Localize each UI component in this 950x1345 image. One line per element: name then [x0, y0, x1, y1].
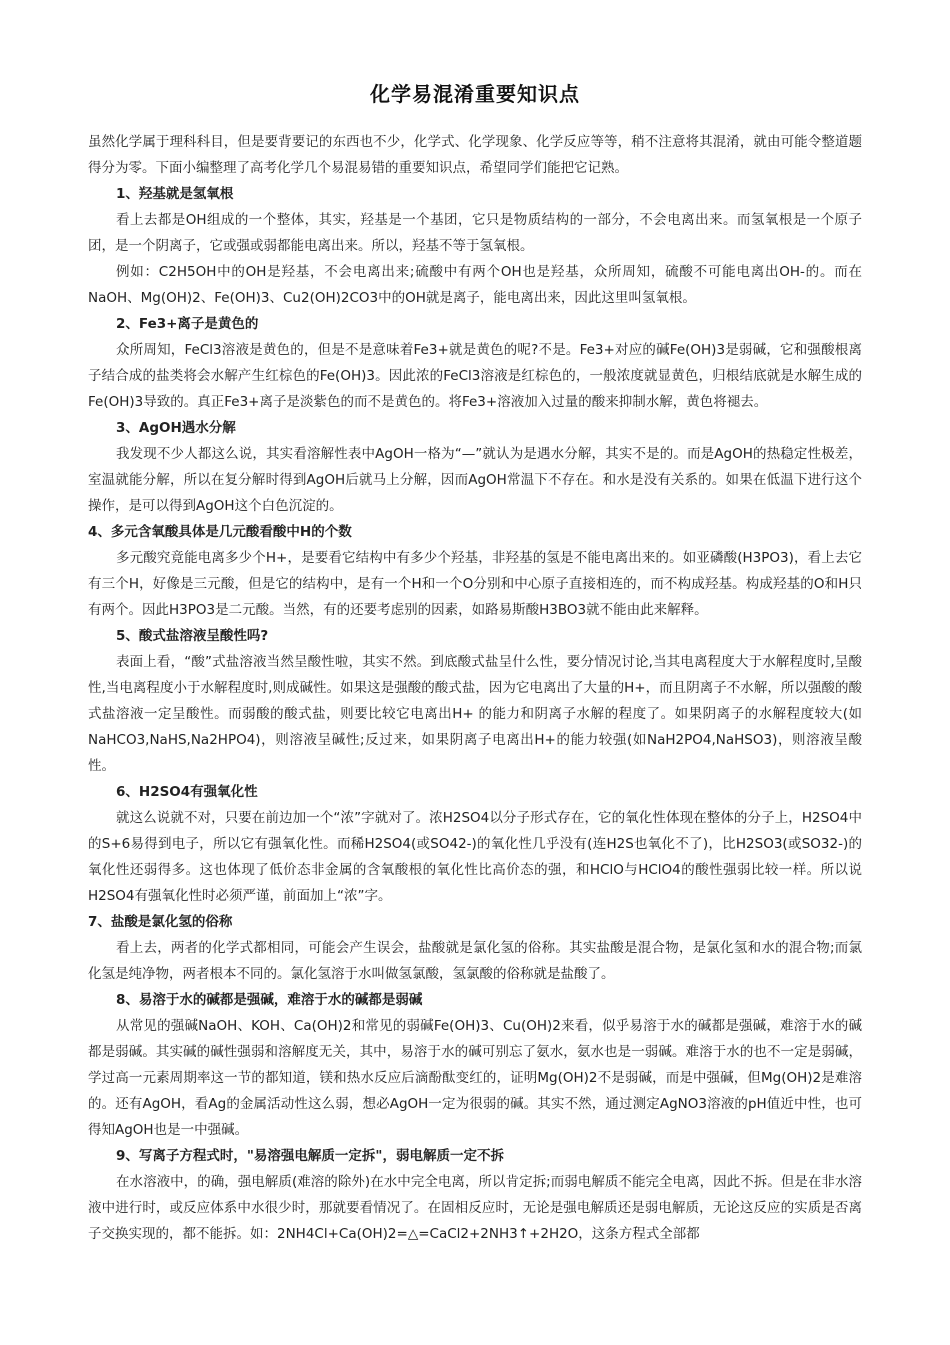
section-heading: 9、写离子方程式时，"易溶强电解质一定拆"，弱电解质一定不拆 — [116, 1148, 504, 1164]
section-7 — [88, 909, 862, 987]
section-heading: 5、酸式盐溶液呈酸性吗? — [116, 628, 269, 644]
section-paragraph: 看上去都是OH组成的一个整体，其实，羟基是一个基团，它只是物质结构的一部分，不会电离出来。而氢氧根是一个原子团，是一个阴离子，它或强或弱都能电离出来。所以，羟基不等于氢氧根。 — [88, 212, 862, 254]
section-paragraph: 多元酸究竟能电离多少个H+，是要看它结构中有多少个羟基，非羟基的氢是不能电离出来的。如亚磷酸(H3PO3)，看上去它有三个H，好像是三元酸，但是它的结构中，是有一个H和一个O分别和中心原子直接相连的，而不构成羟基。构成羟基的O和H只有两个。因此H3PO3是二元酸。当然，有的还要考虑别的因素，如路易斯酸H3BO3就不能由此来解释。 — [88, 550, 862, 618]
section-5 — [88, 623, 862, 779]
section-paragraph: 我发现不少人都这么说，其实看溶解性表中AgOH一格为“—”就认为是遇水分解，其实不是的。而是AgOH的热稳定性极差，室温就能分解，所以在复分解时得到AgOH后就马上分解，因而AgOH常温下不存在。和水是没有关系的。如果在低温下进行这个操作，是可以得到AgOH这个白色沉淀的。 — [88, 446, 862, 514]
section-heading: 2、Fe3+离子是黄色的 — [116, 316, 259, 332]
section-paragraph: 从常见的强碱NaOH、KOH、Ca(OH)2和常见的弱碱Fe(OH)3、Cu(OH)2来看，似乎易溶于水的碱都是强碱，难溶于水的碱都是弱碱。其实碱的碱性强弱和溶解度无关，其中，易溶于水的碱可别忘了氨水，氨水也是一弱碱。难溶于水的也不一定是弱碱，学过高一元素周期率这一节的都知道，镁和热水反应后滴酚酞变红的，证明Mg(OH)2不是弱碱，而是中强碱，但Mg(OH)2是难溶的。还有AgOH，看Ag的金属活动性这么弱，想必AgOH一定为很弱的碱。其实不然，通过测定AgNO3溶液的pH值近中性，也可得知AgOH也是一中强碱。 — [88, 1018, 862, 1138]
page-title: 化学易混淆重要知识点 — [370, 82, 580, 106]
intro — [88, 129, 862, 181]
section-paragraph: 表面上看，“酸”式盐溶液当然呈酸性啦，其实不然。到底酸式盐呈什么性，要分情况讨论,当其电离程度大于水解程度时,呈酸性,当电离程度小于水解程度时,则成碱性。如果这是强酸的酸式盐，因为它电离出了大量的H+，而且阴离子不水解，所以强酸的酸式盐溶液一定呈酸性。而弱酸的酸式盐，则要比较它电离出H+ 的能力和阴离子水解的程度了。如果阴离子的水解程度较大(如NaHCO3,NaHS,Na2HPO4)，则溶液呈碱性;反过来，如果阴离子电离出H+的能力较强(如NaH2PO4,NaHSO3)，则溶液呈酸性。 — [88, 654, 862, 774]
section-heading: 8、易溶于水的碱都是强碱，难溶于水的碱都是弱碱 — [116, 992, 423, 1008]
section-paragraph: 就这么说就不对，只要在前边加一个“浓”字就对了。浓H2SO4以分子形式存在，它的氧化性体现在整体的分子上，H2SO4中的S+6易得到电子，所以它有强氧化性。而稀H2SO4(或SO42-)的氧化性几乎没有(连H2S也氧化不了)，比H2SO3(或SO32-)的氧化性还弱得多。这也体现了低价态非金属的含氧酸根的氧化性比高价态的强，和HClO与HClO4的酸性强弱比较一样。所以说H2SO4有强氧化性时必须严谨，前面加上“浓”字。 — [88, 810, 862, 904]
section-paragraph: 众所周知，FeCl3溶液是黄色的，但是不是意味着Fe3+就是黄色的呢?不是。Fe3+对应的碱Fe(OH)3是弱碱，它和强酸根离子结合成的盐类将会水解产生红棕色的Fe(OH)3。因此浓的FeCl3溶液是红棕色的，一般浓度就显黄色，归根结底就是水解生成的Fe(OH)3导致的。真正Fe3+离子是淡紫色的而不是黄色的。将Fe3+溶液加入过量的酸来抑制水解，黄色将褪去。 — [88, 342, 862, 410]
section-8 — [88, 987, 862, 1143]
section-9 — [88, 1143, 862, 1247]
section-1 — [88, 181, 862, 311]
section-heading: 4、多元含氧酸具体是几元酸看酸中H的个数 — [88, 524, 352, 540]
section-paragraph: 看上去，两者的化学式都相同，可能会产生误会，盐酸就是氯化氢的俗称。其实盐酸是混合物，是氯化氢和水的混合物;而氯化氢是纯净物，两者根本不同的。氯化氢溶于水叫做氢氯酸，氢氯酸的俗称就是盐酸了。 — [88, 940, 862, 982]
section-heading: 1、羟基就是氢氧根 — [116, 186, 234, 202]
section-paragraph: 例如：C2H5OH中的OH是羟基，不会电离出来;硫酸中有两个OH也是羟基，众所周知，硫酸不可能电离出OH-的。而在NaOH、Mg(OH)2、Fe(OH)3、Cu2(OH)2CO3中的OH就是离子，能电离出来，因此这里叫氢氧根。 — [88, 264, 862, 306]
section-heading: 6、H2SO4有强氧化性 — [116, 784, 258, 800]
section-3 — [88, 415, 862, 519]
intro-paragraph: 虽然化学属于理科科目，但是要背要记的东西也不少，化学式、化学现象、化学反应等等，稍不注意将其混淆，就由可能令整道题得分为零。下面小编整理了高考化学几个易混易错的重要知识点，希望同学们能把它记熟。 — [88, 134, 862, 176]
section-4 — [88, 519, 862, 623]
section-heading: 3、AgOH遇水分解 — [116, 420, 236, 436]
section-6 — [88, 779, 862, 909]
section-2 — [88, 311, 862, 415]
section-paragraph: 在水溶液中，的确，强电解质(难溶的除外)在水中完全电离，所以肯定拆;而弱电解质不能完全电离，因此不拆。但是在非水溶液中进行时，或反应体系中水很少时，那就要看情况了。在固相反应时，无论是强电解质还是弱电解质，无论这反应的实质是否离子交换实现的，都不能拆。如：2NH4Cl+Ca(OH)2=△=CaCl2+2NH3↑+2H2O，这条方程式全部都 — [88, 1174, 862, 1242]
section-heading: 7、盐酸是氯化氢的俗称 — [88, 914, 233, 930]
